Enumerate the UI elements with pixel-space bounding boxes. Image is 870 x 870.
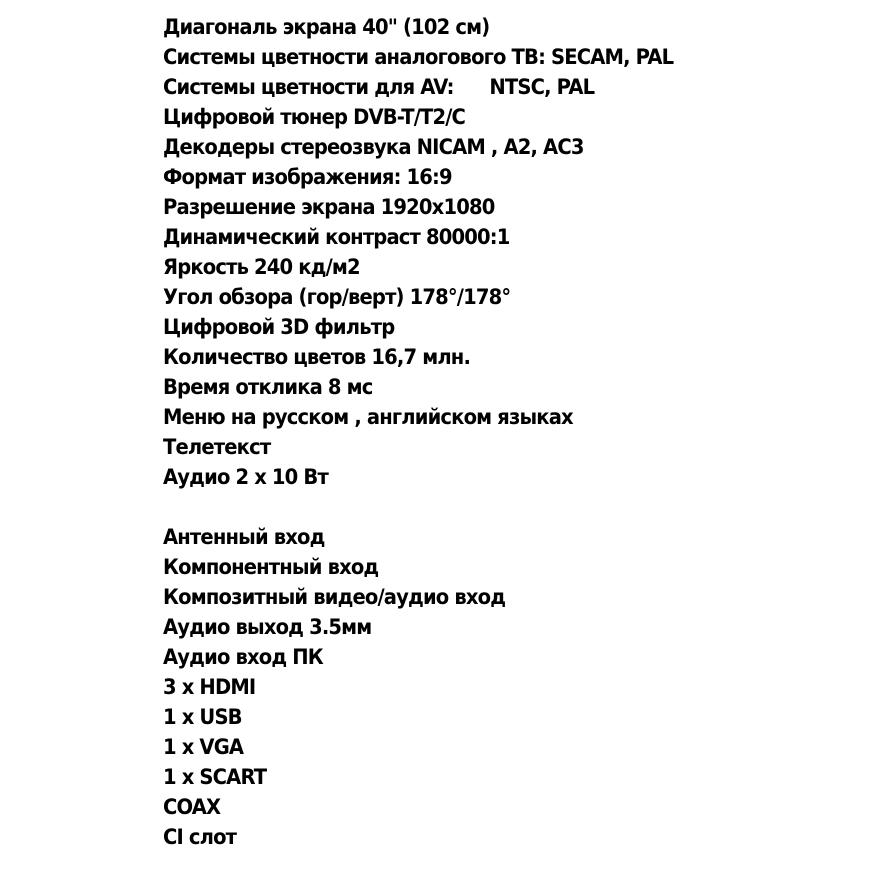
spec-brightness: Яркость 240 кд/м2 [163,255,360,279]
spec-sheet [163,12,805,852]
spec-digital-tuner: Цифровой тюнер DVB-T/T2/C [163,105,466,129]
specifications-list [163,12,805,492]
spec-stereo-decoders: Декодеры стереозвука NICAM , A2, AC3 [163,135,584,159]
connector-pc-audio-input: Аудио вход ПК [163,645,323,669]
connector-ci-slot: CI слот [163,825,237,849]
connector-vga: 1 x VGA [163,735,244,759]
connector-composite-av-input: Композитный видео/аудио вход [163,585,506,609]
spec-aspect-ratio: Формат изображения: 16:9 [163,165,452,189]
spec-analog-color-systems: Системы цветности аналогового ТВ: SECAM, PAL [163,45,674,69]
connector-usb: 1 x USB [163,705,242,729]
spec-3d-filter: Цифровой 3D фильтр [163,315,395,339]
spec-audio-output: Аудио 2 x 10 Вт [163,465,328,489]
spec-viewing-angle: Угол обзора (гор/верт) 178°/178° [163,285,511,309]
spec-screen-diagonal: Диагональ экрана 40" (102 см) [163,15,490,39]
connector-antenna-input: Антенный вход [163,525,325,549]
connector-coax: COAX [163,795,221,819]
spec-resolution: Разрешение экрана 1920x1080 [163,195,495,219]
section-spacer [163,492,805,522]
spec-menu-languages: Меню на русском , английском языках [163,405,573,429]
spec-teletext: Телетекст [163,435,271,459]
spec-response-time: Время отклика 8 мс [163,375,373,399]
connectors-list [163,522,805,852]
connector-audio-out-3-5mm: Аудио выход 3.5мм [163,615,372,639]
connector-scart: 1 x SCART [163,765,267,789]
spec-color-count: Количество цветов 16,7 млн. [163,345,471,369]
spec-av-color-systems: Системы цветности для AV: NTSC, PAL [163,75,595,99]
connector-hdmi: 3 x HDMI [163,675,256,699]
connector-component-input: Компонентный вход [163,555,379,579]
spec-dynamic-contrast: Динамический контраст 80000:1 [163,225,510,249]
